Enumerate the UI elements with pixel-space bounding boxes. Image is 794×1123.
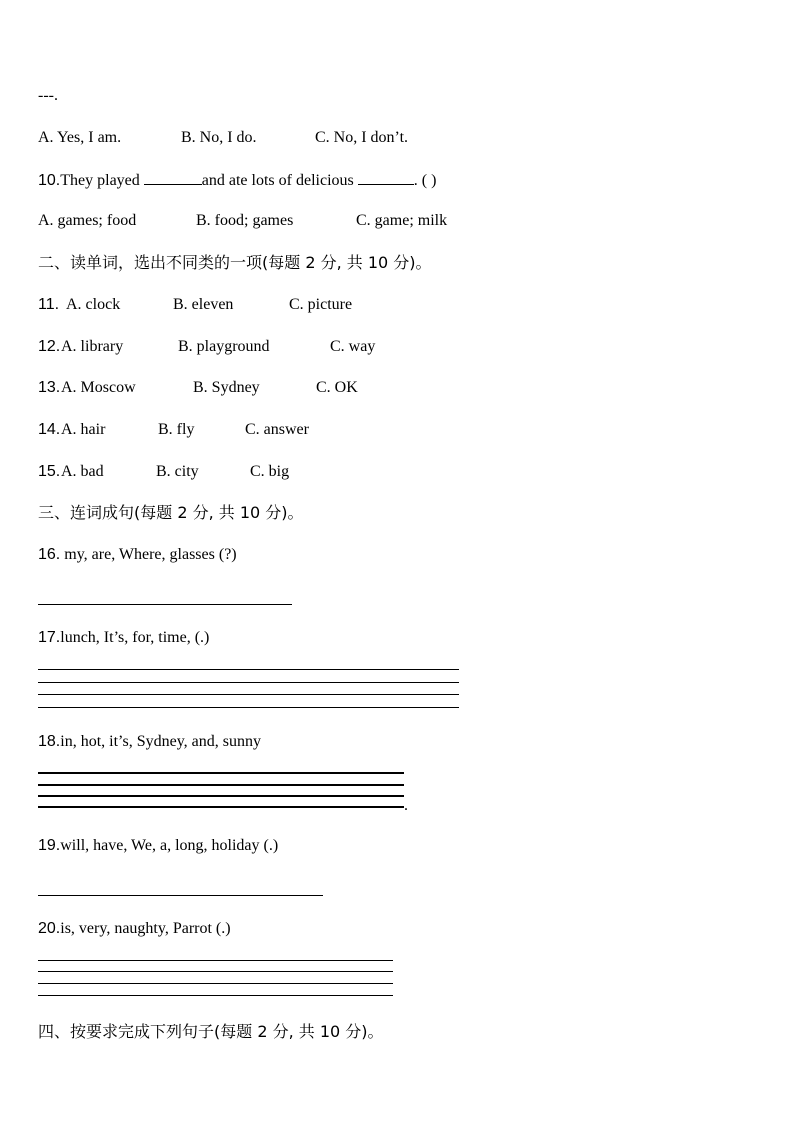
q10-text-middle: and ate lots of delicious [201,172,358,189]
q10-option-a: A. games; food [38,212,137,229]
q10-text-before: They played [60,172,144,189]
q19-text: will, have, We, a, long, holiday (.) [60,837,279,854]
q15-number: 15. [38,463,61,480]
continuation-fragment: ---. [38,87,58,104]
q12-number: 12. [38,338,61,355]
q11-row [38,295,738,315]
section3-heading: 三、连词成句(每题 2 分, 共 10 分)。 [38,503,304,522]
q19-number: 19. [38,837,61,854]
q12-option-c: C. way [330,338,376,355]
section4-heading: 四、按要求完成下列句子(每题 2 分, 共 10 分)。 [38,1022,384,1041]
q20-answer-line-1[interactable] [38,960,393,961]
q11-option-c: C. picture [289,296,353,313]
q12-option-b: B. playground [178,338,270,355]
q15-option-c: C. big [250,463,290,480]
q14-number: 14. [38,421,61,438]
q10-number: 10. [38,172,61,189]
q9-option-b: B. No, I do. [181,129,257,146]
q17-text: lunch, It’s, for, time, (.) [60,629,210,646]
q20-number: 20. [38,920,61,937]
q16-answer-line[interactable] [38,604,292,605]
q20-text: is, very, naughty, Parrot (.) [60,920,231,937]
q17-question [38,628,209,648]
q18-end-period: . [404,797,408,814]
q9-option-a: A. Yes, I am. [38,129,122,146]
q14-option-a: A. hair [61,421,106,438]
q10-blank-2 [358,170,414,185]
q16-question [38,545,237,565]
q14-row [38,420,738,440]
q14-option-b: B. fly [158,421,195,438]
q10-blank-1 [144,170,202,185]
q13-option-b: B. Sydney [193,379,260,396]
q14-option-c: C. answer [245,421,309,438]
q11-option-a: A. clock [66,296,121,313]
q20-answer-line-4[interactable] [38,995,393,996]
q18-answer-line-4[interactable] [38,806,404,808]
q13-option-a: A. Moscow [61,379,136,396]
q16-text: my, are, Where, glasses (?) [60,546,237,563]
q10-option-b: B. food; games [196,212,294,229]
q18-answer-line-3[interactable] [38,795,404,797]
q17-number: 17. [38,629,61,646]
q19-answer-line[interactable] [38,895,323,896]
q15-option-b: B. city [156,463,199,480]
q17-answer-line-2[interactable] [38,682,459,683]
q18-question [38,732,261,752]
q13-option-c: C. OK [316,379,358,396]
q17-answer-line-3[interactable] [38,694,459,695]
q11-number: 11. [38,296,60,313]
q18-number: 18. [38,733,61,750]
q20-answer-line-2[interactable] [38,971,393,972]
q10-question [38,170,436,191]
q16-number: 16. [38,546,61,563]
q17-answer-line-4[interactable] [38,707,459,708]
q11-option-b: B. eleven [173,296,234,313]
q20-answer-line-3[interactable] [38,983,393,984]
q20-question [38,919,231,939]
q19-question [38,836,278,856]
q18-answer-line-2[interactable] [38,784,404,786]
q12-option-a: A. library [61,338,124,355]
section2-heading: 二、读单词，选出不同类的一项(每题 2 分, 共 10 分)。 [38,253,432,272]
q13-row [38,378,738,398]
q9-options [38,128,738,148]
q17-answer-line-1[interactable] [38,669,459,670]
q10-text-after: . ( ) [413,172,437,189]
q12-row [38,337,738,357]
q10-option-c: C. game; milk [356,212,448,229]
q18-text: in, hot, it’s, Sydney, and, sunny [60,733,261,750]
q13-number: 13. [38,379,61,396]
q9-option-c: C. No, I don’t. [315,129,409,146]
q10-options [38,211,738,231]
q15-option-a: A. bad [61,463,104,480]
q18-answer-line-1[interactable] [38,772,404,774]
q15-row [38,462,738,482]
